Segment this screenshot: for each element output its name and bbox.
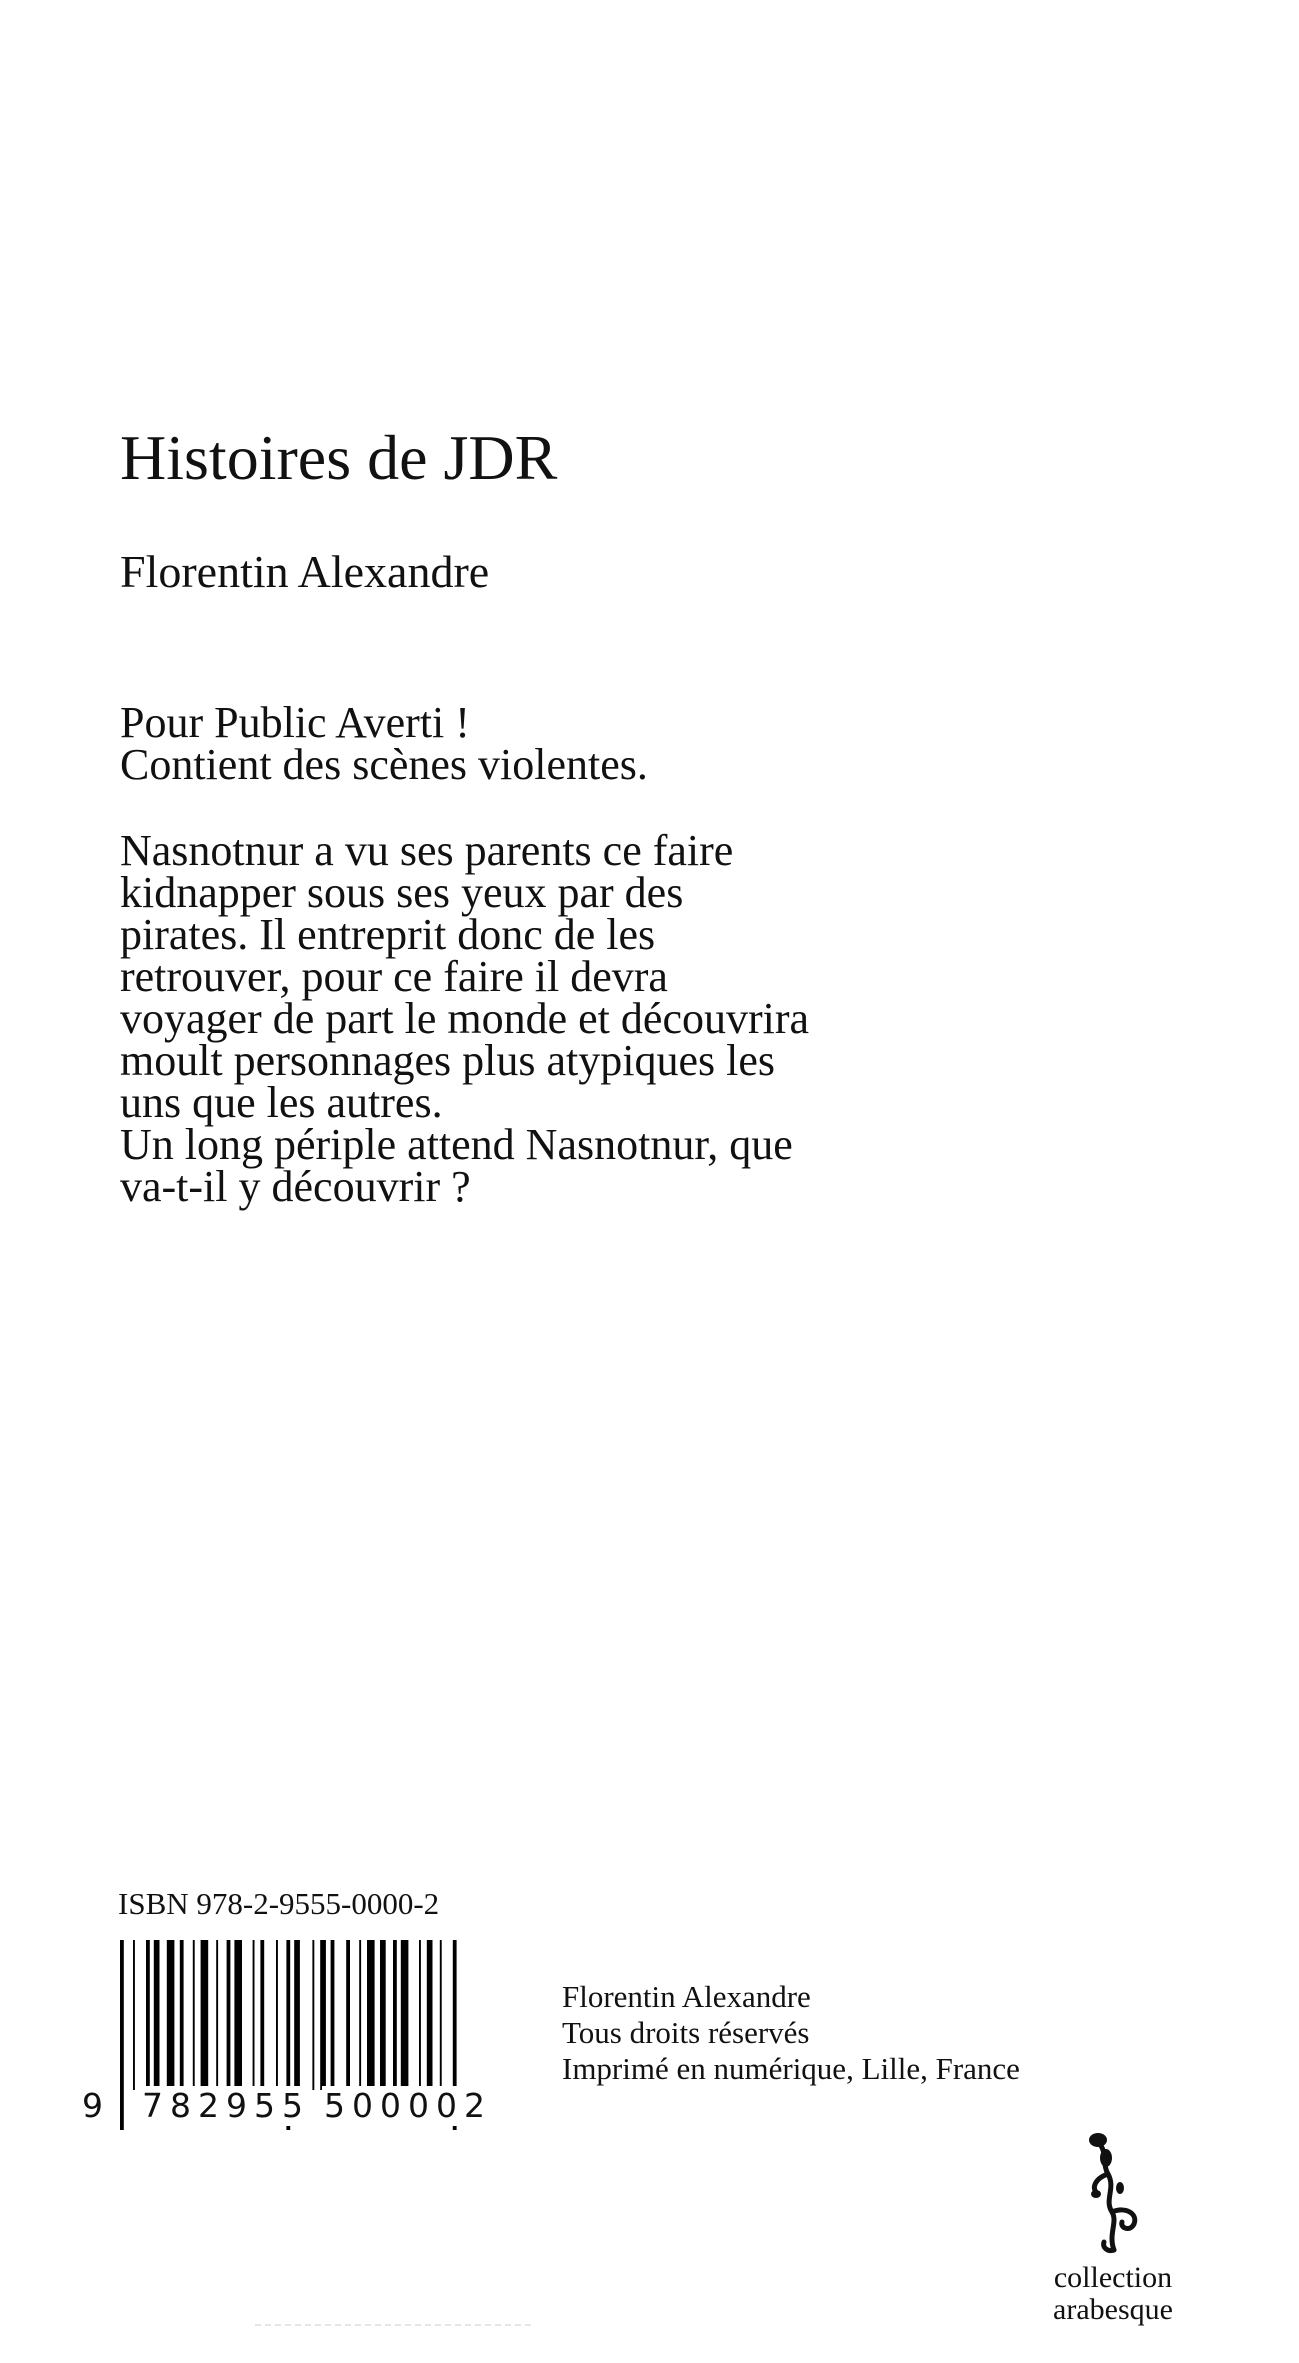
collection-line-1: collection — [1053, 2261, 1173, 2294]
barcode-bar — [234, 1940, 242, 2090]
barcode-digit-first: 9 — [82, 2086, 103, 2125]
synopsis-line: Un long périple attend Nasnotnur, que — [120, 1120, 793, 1169]
synopsis-line: uns que les autres. — [120, 1078, 443, 1127]
barcode-bar — [260, 1940, 264, 2090]
barcode-bar — [346, 1940, 350, 2090]
warning-line: Pour Public Averti ! — [120, 698, 470, 747]
barcode-bar — [133, 1940, 135, 2090]
synopsis-line: pirates. Il entreprit donc de les — [120, 910, 656, 959]
barcode-bar — [331, 1940, 335, 2090]
barcode-bar — [227, 1940, 231, 2090]
synopsis-line: voyager de part le monde et découvrira — [120, 994, 810, 1043]
barcode-bar — [216, 1940, 218, 2090]
barcode-bar — [393, 1940, 397, 2090]
synopsis — [120, 826, 810, 1211]
synopsis-line: Nasnotnur a vu ses parents ce faire — [120, 826, 734, 875]
barcode-bar — [146, 1940, 150, 2090]
barcode-bar — [294, 1940, 300, 2090]
faint-divider — [255, 2324, 535, 2326]
barcode-digits-right: 500002 — [324, 2086, 492, 2125]
book-author: Florentin Alexandre — [120, 546, 490, 597]
barcode-bar — [167, 1940, 175, 2090]
publisher-info — [562, 1979, 1020, 2087]
synopsis-line: retrouver, pour ce faire il devra — [120, 952, 668, 1001]
barcode-bar — [359, 1940, 361, 2090]
synopsis-line: va-t-il y découvrir ? — [120, 1162, 471, 1211]
barcode-bar — [276, 1940, 278, 2090]
isbn-label: ISBN 978-2-9555-0000-2 — [118, 1886, 440, 1921]
barcode-bar — [253, 1940, 255, 2090]
synopsis-line: moult personnages plus atypiques les — [120, 1036, 776, 1085]
publisher-line: Imprimé en numérique, Lille, France — [562, 2051, 1020, 2086]
collection-line-2: arabesque — [1053, 2293, 1173, 2326]
publisher-line: Tous droits réservés — [562, 2015, 810, 2050]
book-title: Histoires de JDR — [120, 422, 558, 493]
barcode-bar — [193, 1940, 195, 2090]
arabesque-flourish-icon — [1068, 2128, 1158, 2258]
barcode-bar — [180, 1940, 184, 2090]
barcode-bar — [201, 1940, 209, 2090]
barcode-bar — [401, 1940, 409, 2090]
barcode-bar — [419, 1940, 421, 2090]
barcode-bar — [427, 1940, 433, 2090]
barcode-digits-left: 782955 — [142, 2086, 310, 2125]
barcode-bar — [380, 1940, 386, 2090]
barcode-bar — [367, 1940, 375, 2090]
collection-name — [1048, 2262, 1178, 2326]
warning-line: Contient des scènes violentes. — [120, 740, 648, 789]
barcode-bar — [154, 1940, 160, 2090]
barcode-bar — [320, 1940, 326, 2090]
synopsis-line: kidnapper sous ses yeux par des — [120, 868, 684, 917]
barcode-bar — [120, 1940, 124, 2130]
barcode-bar — [440, 1940, 442, 2090]
barcode-bar — [312, 1940, 314, 2090]
content-warning — [120, 698, 648, 789]
publisher-line: Florentin Alexandre — [562, 1979, 811, 2014]
